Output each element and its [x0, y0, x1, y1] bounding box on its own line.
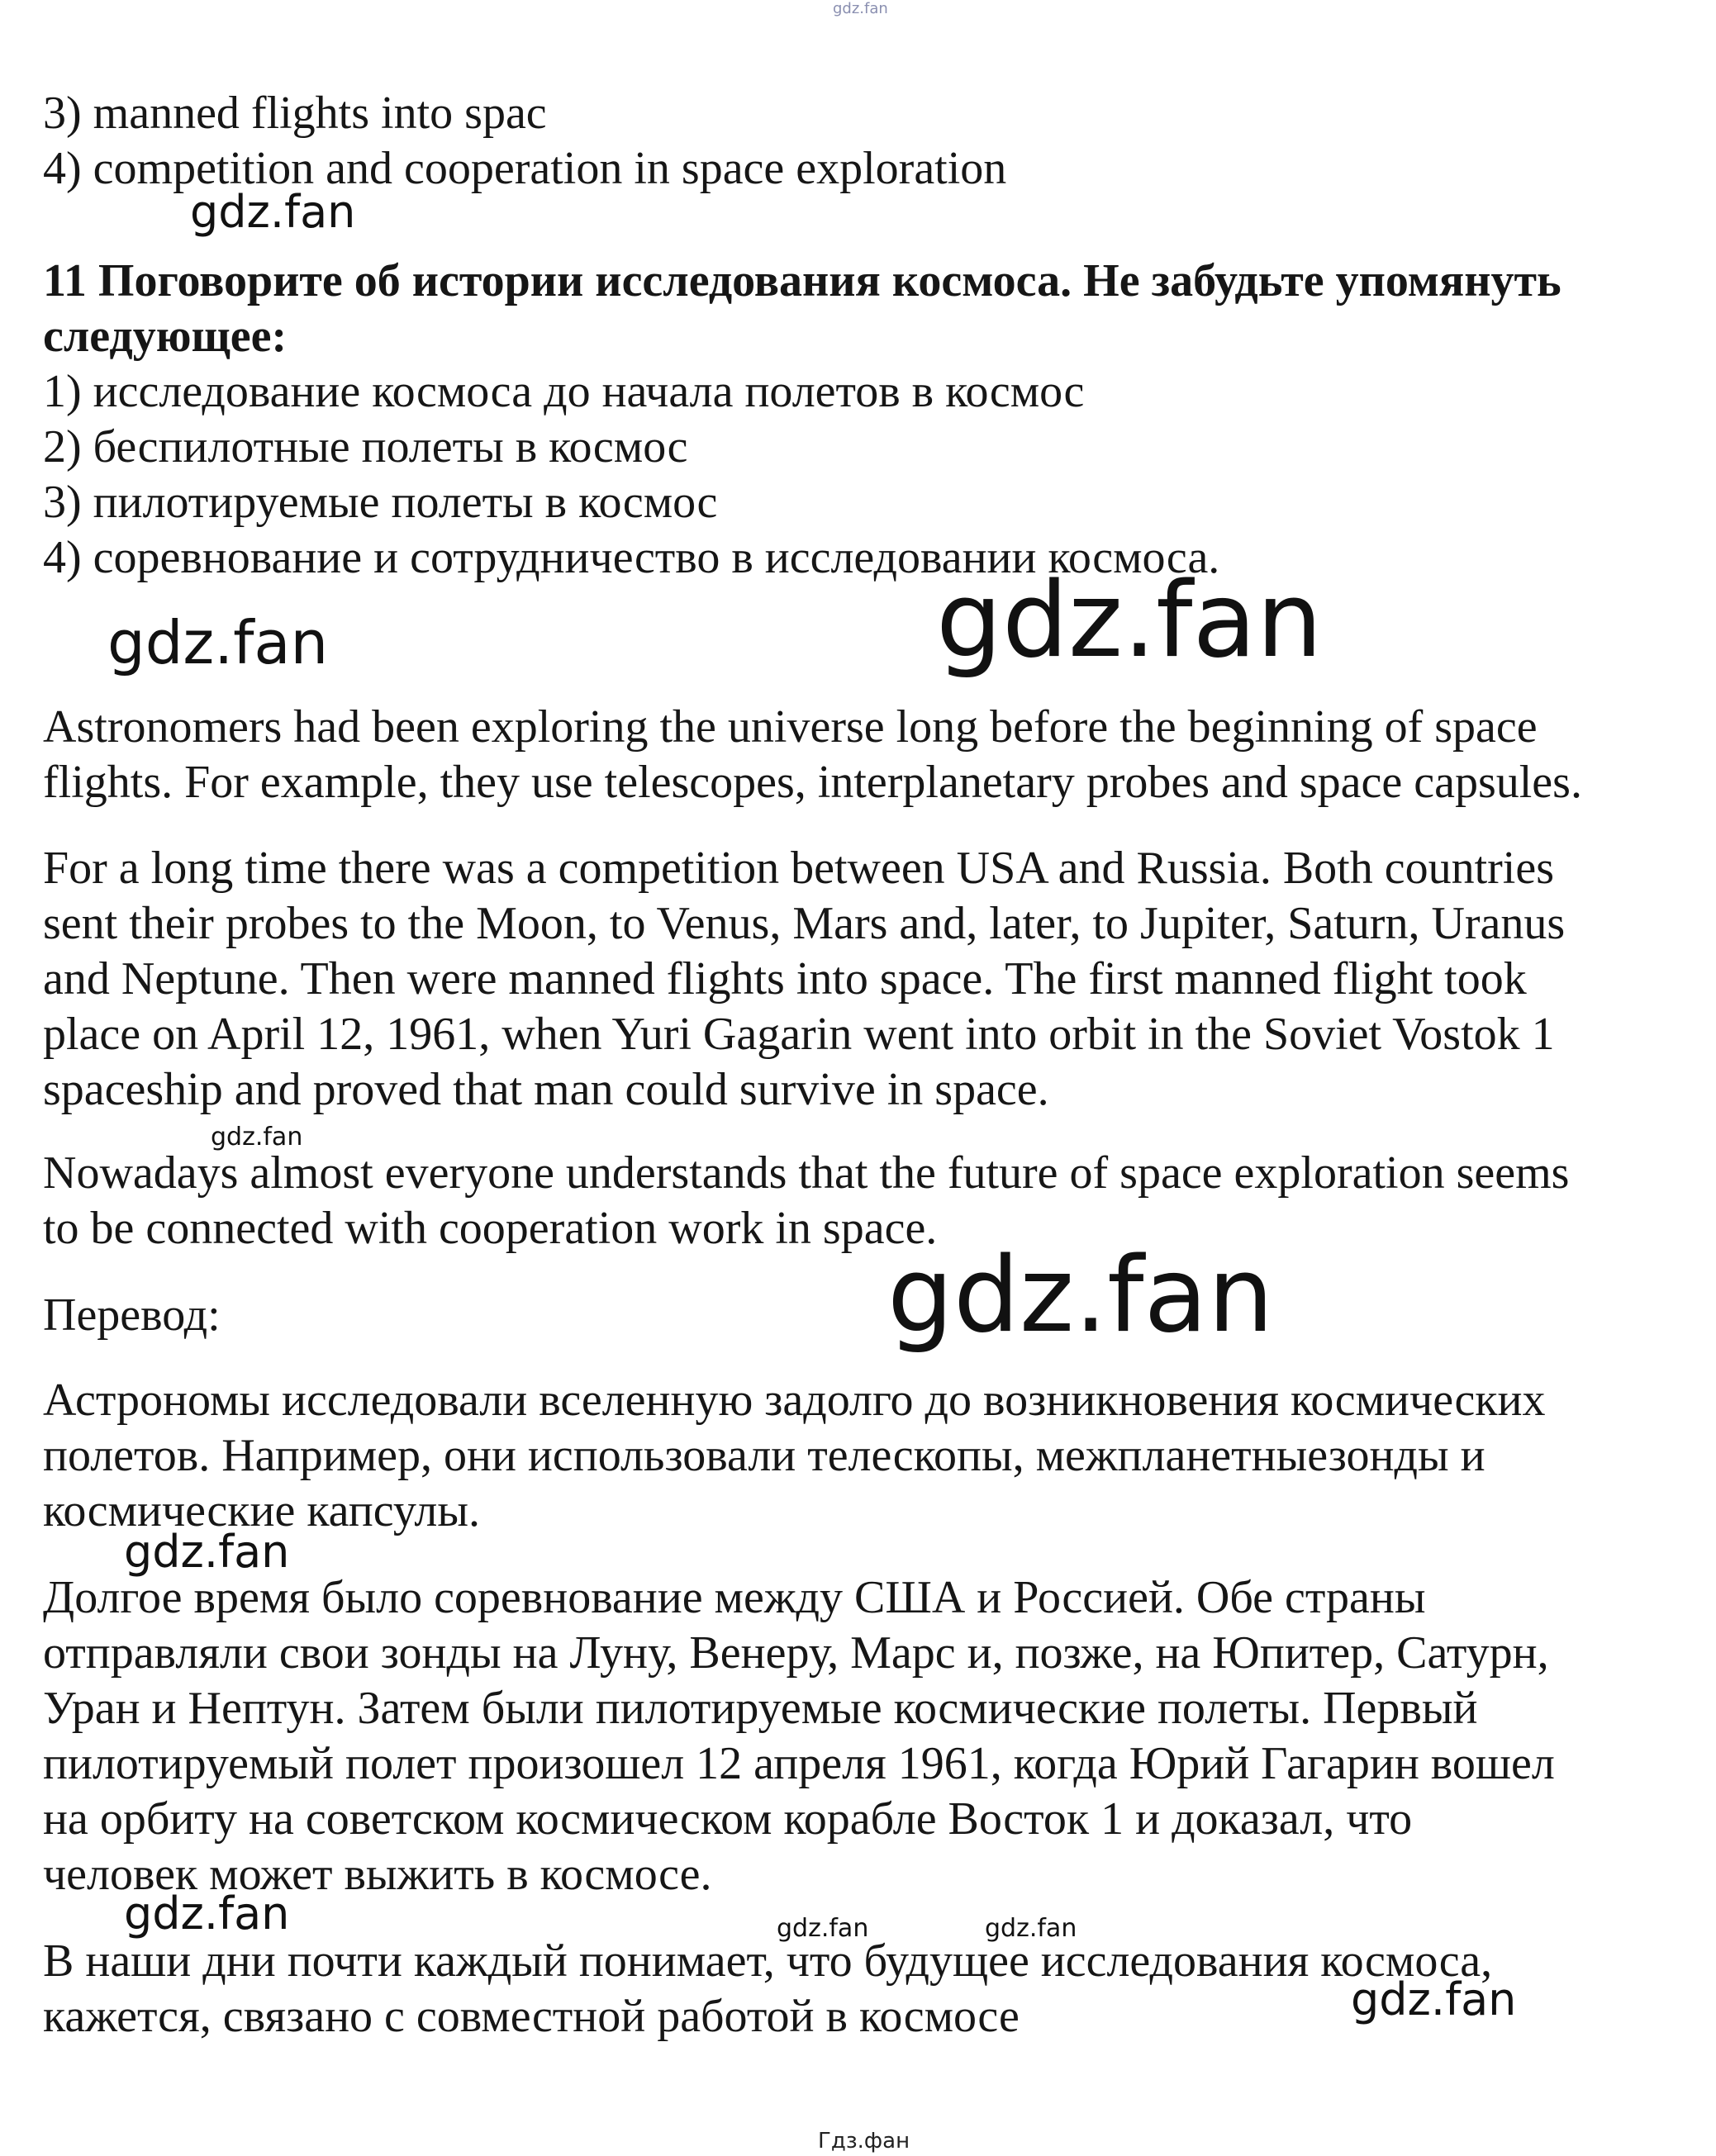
answer-ru-paragraph-1: Астрономы исследовали вселенную задолго до возникновения космических — [43, 1375, 1546, 1426]
watermark: gdz.fan — [936, 559, 1323, 681]
answer-ru-paragraph-3: кажется, связано с совместной работой в космосе — [43, 1991, 1020, 2042]
translation-label: Перевод: — [43, 1289, 221, 1341]
answer-ru-paragraph-2: Долгое время было соревнование между США и Россией. Обе страны — [43, 1572, 1426, 1623]
list-item-4-en: 4) competition and cooperation in space exploration — [43, 143, 1007, 194]
answer-en-paragraph-2: sent their probes to the Moon, to Venus, Mars and, later, to Jupiter, Saturn, Uranus — [43, 898, 1566, 949]
answer-en-paragraph-2: spaceship and proved that man could survive in space. — [43, 1064, 1049, 1115]
answer-ru-paragraph-2: Уран и Нептун. Затем были пилотируемые космические полеты. Первый — [43, 1683, 1478, 1734]
header-watermark: gdz.fan — [833, 0, 888, 17]
answer-ru-paragraph-2: пилотируемый полет произошел 12 апреля 1961, когда Юрий Гагарин вошел — [43, 1738, 1555, 1789]
answer-ru-paragraph-1: космические капсулы. — [43, 1485, 480, 1536]
answer-en-paragraph-2: and Neptune. Then were manned flights into space. The first manned flight took — [43, 953, 1527, 1004]
answer-ru-paragraph-2: человек может выжить в космосе. — [43, 1849, 712, 1900]
watermark: gdz.fan — [107, 608, 329, 677]
answer-en-paragraph-2: place on April 12, 1961, when Yuri Gagarin went into orbit in the Soviet Vostok 1 — [43, 1009, 1555, 1060]
page-footer: Гдз.фан — [818, 2129, 910, 2154]
watermark: gdz.fan — [985, 1914, 1077, 1943]
watermark: gdz.fan — [887, 1234, 1274, 1356]
list-item-3-ru: 3) пилотируемые полеты в космос — [43, 477, 718, 528]
watermark: gdz.fan — [1351, 1973, 1517, 2025]
answer-en-paragraph-2: For a long time there was a competition between USA and Russia. Both countries — [43, 843, 1554, 894]
list-item-1-ru: 1) исследование космоса до начала полетов в космос — [43, 366, 1085, 417]
answer-ru-paragraph-1: полетов. Например, они использовали телескопы, межпланетныезонды и — [43, 1430, 1485, 1481]
answer-ru-paragraph-3: В наши дни почти каждый понимает, что будущее исследования космоса, — [43, 1935, 1493, 1987]
watermark: gdz.fan — [777, 1914, 869, 1943]
list-item-3-en: 3) manned flights into spac — [43, 88, 547, 139]
watermark: gdz.fan — [124, 1526, 290, 1578]
task-heading-cont: следующее: — [43, 311, 288, 362]
answer-en-paragraph-1: flights. For example, they use telescopes, interplanetary probes and space capsules. — [43, 757, 1582, 808]
answer-en-paragraph-3: to be connected with cooperation work in space. — [43, 1203, 938, 1254]
answer-ru-paragraph-2: на орбиту на советском космическом корабле Восток 1 и доказал, что — [43, 1793, 1413, 1845]
watermark: gdz.fan — [211, 1123, 303, 1152]
list-item-4-ru: 4) соревнование и сотрудничество в исследовании космоса. — [43, 532, 1220, 583]
watermark: gdz.fan — [124, 1888, 290, 1940]
list-item-2-ru: 2) беспилотные полеты в космос — [43, 421, 688, 473]
answer-en-paragraph-3: Nowadays almost everyone understands that the future of space exploration seems — [43, 1147, 1570, 1199]
task-heading: 11 Поговорите об истории исследования космоса. Не забудьте упомянуть — [43, 255, 1562, 306]
answer-en-paragraph-1: Astronomers had been exploring the universe long before the beginning of space — [43, 701, 1538, 753]
answer-ru-paragraph-2: отправляли свои зонды на Луну, Венеру, Марс и, позже, на Юпитер, Сатурн, — [43, 1627, 1549, 1679]
watermark: gdz.fan — [190, 186, 356, 238]
